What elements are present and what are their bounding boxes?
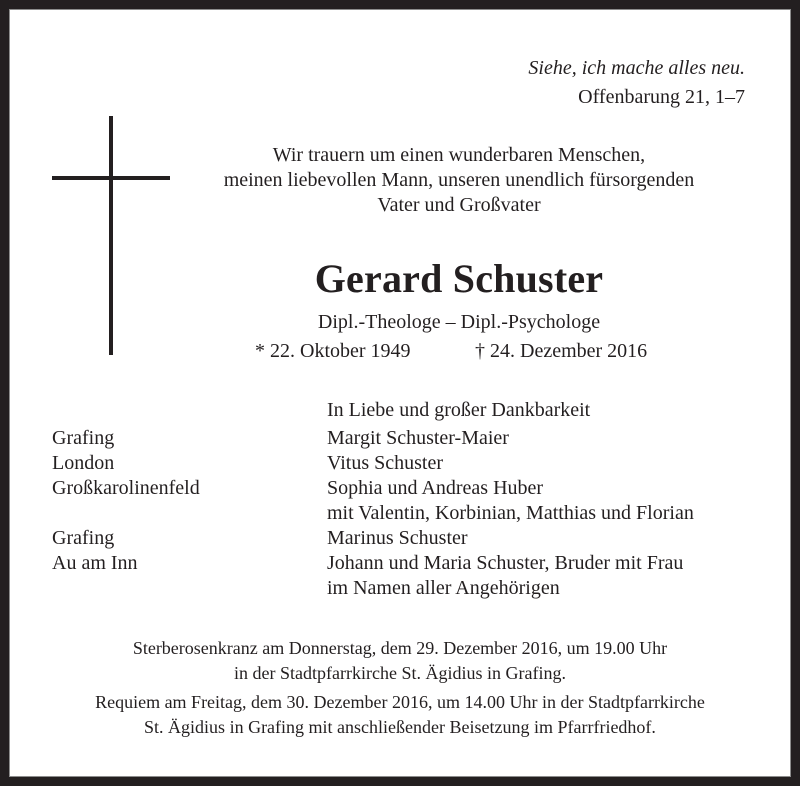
family-heading: In Liebe und großer Dankbarkeit	[327, 399, 591, 421]
family-place	[52, 501, 200, 526]
family-places-column	[52, 398, 200, 601]
birth-date: * 22. Oktober 1949	[255, 340, 411, 362]
rosary-line: in der Stadtpfarrkirche St. Ägidius in Grafing.	[234, 663, 566, 683]
obituary-card	[9, 9, 791, 777]
family-place: Grafing	[52, 427, 115, 449]
family-member: Margit Schuster-Maier	[327, 427, 509, 449]
bible-quote: Siehe, ich mache alles neu.	[528, 57, 745, 79]
family-place: London	[52, 452, 115, 474]
intro-line: Vater und Großvater	[377, 194, 541, 216]
family-members-column	[327, 398, 694, 601]
rosary-line: Sterberosenkranz am Donnerstag, dem 29. Dezember 2016, um 19.00 Uhr	[132, 638, 668, 658]
intro-line: Wir trauern um einen wunderbaren Menschen,	[272, 144, 646, 166]
family-place-spacer	[52, 398, 200, 423]
family-member: Johann und Maria Schuster, Bruder mit Frau	[327, 552, 684, 574]
family-member: Vitus Schuster	[327, 452, 444, 474]
family-place: Grafing	[52, 527, 115, 549]
cross-vertical-bar	[109, 116, 113, 355]
family-place: Großkarolinenfeld	[52, 477, 200, 499]
deceased-titles: Dipl.-Theologe – Dipl.-Psychologe	[317, 311, 601, 333]
family-member: im Namen aller Angehörigen	[327, 577, 560, 599]
death-date: † 24. Dezember 2016	[475, 340, 648, 362]
rosary-notice	[9, 636, 791, 686]
intro-text	[179, 143, 739, 218]
service-details	[9, 636, 791, 744]
family-member: mit Valentin, Korbinian, Matthias und Florian	[327, 502, 694, 524]
intro-line: meinen liebevollen Mann, unseren unendlich fürsorgenden	[223, 169, 695, 191]
family-place: Au am Inn	[52, 552, 138, 574]
requiem-notice	[9, 690, 791, 740]
deceased-name: Gerard Schuster	[314, 256, 604, 301]
family-member: Sophia und Andreas Huber	[327, 477, 544, 499]
family-place	[52, 576, 200, 601]
requiem-line: Requiem am Freitag, dem 30. Dezember 2016, um 14.00 Uhr in der Stadtpfarrkirche	[95, 692, 705, 712]
requiem-line: St. Ägidius in Grafing mit anschließender Beisetzung im Pfarrfriedhof.	[144, 717, 656, 737]
cross-horizontal-bar	[52, 176, 170, 180]
family-member: Marinus Schuster	[327, 527, 468, 549]
bible-reference: Offenbarung 21, 1–7	[578, 86, 745, 108]
